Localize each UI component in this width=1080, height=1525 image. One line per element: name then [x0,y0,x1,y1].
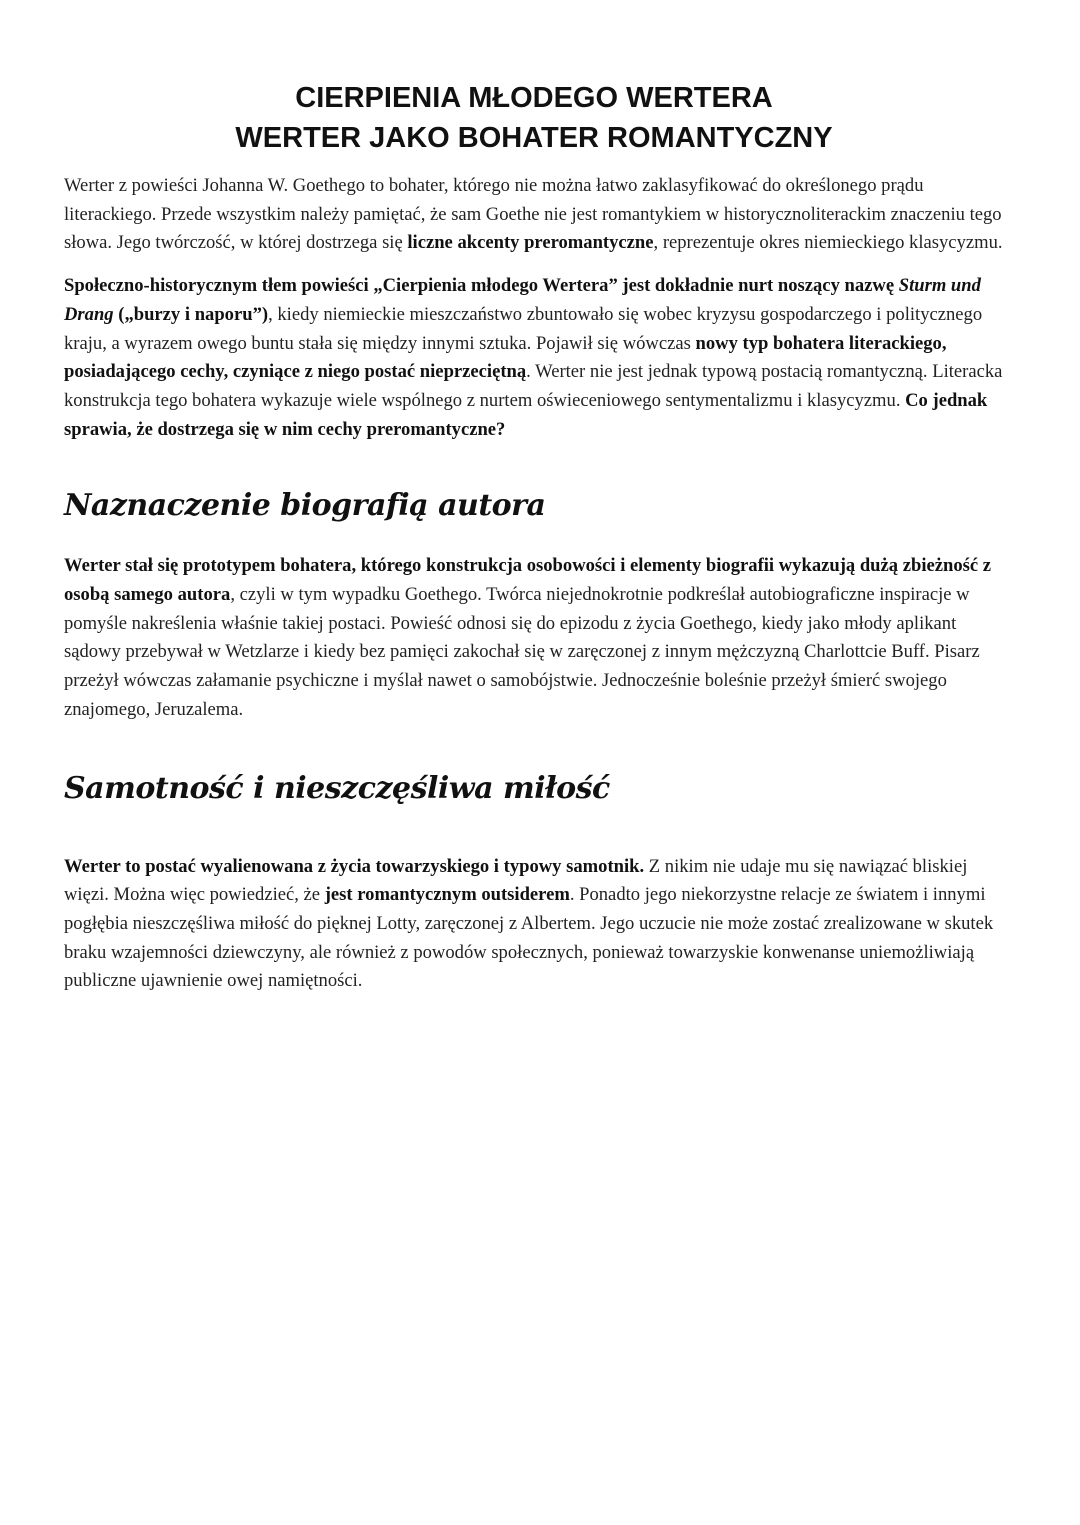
text-run: . Ponadto jego niekorzystne relacje ze światem i innymi pogłębia nieszczęśliwa miłość do pięknej Lotty, zaręczonej z Albertem. Jego uczucie nie może zostać zrealizowane w skutek braku wzajemności dziewczyny, ale również z powodów społecznych, ponieważ towarzyskie konwenanse uniemożliwiają publiczne ujawnienie owej namiętności. [64,884,994,992]
text-run: , kiedy niemieckie mieszczaństwo zbuntowało się wobec kryzysu gospodarczego i politycznego kraju, a wyrazem owego buntu stała się między innymi sztuka. Pojawił się wówczas [64,303,983,354]
document-page [64,78,1004,1010]
bold-run: („burzy i naporu”) [113,303,269,325]
text-run: Z nikim nie udaje mu się nawiązać bliskiej więzi. Można więc powiedzieć, że [64,855,968,906]
bold-run: Werter stał się prototypem bohatera, którego konstrukcja osobowości i elementy biografii wykazują dużą zbieżność z osobą samego autora [64,555,992,606]
intro-paragraph-1 [64,172,1004,258]
text-run: , czyli w tym wypadku Goethego. Twórca niejednokrotnie podkreślał autobiograficzne inspiracje w pomyśle nakreślenia właśnie takiej postaci. Powieść odnosi się do epizodu z życia Goethego, kiedy jako młody aplikant sądowy przebywał w Wetzlarze i kiedy bez pamięci zakochał się w zaręczonej z innym mężczyzną Charlottcie Buff. Pisarz przeżył wówczas załamanie psychiczne i myślał nawet o samobójstwie. Jednocześnie boleśnie przeżył śmierć swojego znajomego, Jeruzalema. [64,584,980,720]
section-2-paragraph [64,853,1004,997]
bold-run: Społeczno-historycznym tłem powieści „Cierpienia młodego Wertera” jest dokładnie nurt noszący nazwę [64,275,899,297]
document-title [64,78,1004,158]
text-run: Werter z powieści Johanna W. Goethego to bohater, którego nie można łatwo zaklasyfikować do określonego prądu literackiego. Przede wszystkim należy pamiętać, że sam Goethe nie jest romantykiem w historycznoliterackim znaczeniu tego słowa. Jego twórczość, w której dostrzega się [64,175,1002,254]
section-1-paragraph [64,552,1004,724]
title-line-2: WERTER JAKO BOHATER ROMANTYCZNY [235,122,833,154]
section-heading-biography: Naznaczenie biografią autora [64,488,546,524]
bold-run: nowy typ bohatera literackiego, posiadającego cechy, czyniące z niego postać nieprzeciętną [64,332,947,383]
bold-run: Werter to postać wyalienowana z życia towarzyskiego i typowy samotnik. [64,855,645,877]
section-heading-loneliness: Samotność i nieszczęśliwa miłość [64,770,610,806]
bold-run: jest romantycznym outsiderem [324,884,570,906]
text-run: , reprezentuje okres niemieckiego klasycyzmu. [653,232,1003,254]
bold-italic-run: Sturm und Drang [64,275,981,325]
intro-paragraph-2 [64,272,1004,444]
bold-run: liczne akcenty preromantyczne [407,232,654,254]
title-line-1: CIERPIENIA MŁODEGO WERTERA [295,82,773,114]
bold-run: Co jednak sprawia, że dostrzega się w nim cechy preromantyczne? [64,389,988,440]
text-run: . Werter nie jest jednak typową postacią romantyczną. Literacka konstrukcja tego bohatera wykazuje wiele wspólnego z nurtem oświeceniowego sentymentalizmu i klasycyzmu. [64,361,1003,411]
